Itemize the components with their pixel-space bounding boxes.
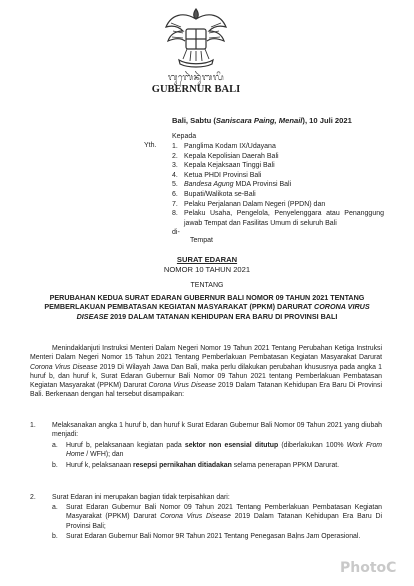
numbered-item-2: 2. Surat Edaran ini merupakan bagian tidak terpisahkan dari: a. Surat Edaran Gubernur Bali Nomor 09 Tahun 2021 Tentang Pemberlakuan Pembatasan Kegiatan Masyarakat (PPKM) Darurat Corona Virus Disease 2019 Dalam Tatanan Kehidupan Era Baru Di Provinsi Bali; b. Surat Edaran Gubernur Bali Nomor 9R Tahun 2021 Tentang Penegasan Baḷns Jam Operasional. — [30, 494, 382, 540]
governor-title: GUBERNUR BALI — [151, 84, 241, 95]
item-2-text: Surat Edaran ini merupakan bagian tidak terpisahkan dari: — [52, 494, 230, 501]
recipient-item: 5. Bandesa Agung MDA Provinsi Bali — [172, 181, 292, 189]
numbered-item-1: 1. Melaksanakan angka 1 huruf b, dan huruf k Surat Edaran Gubernur Bali Nomor 09 Tahun 2021 yang diubah menjadi: a. Huruf b, pelaksanaan kegiatan pada sektor non esensial ditutup (diberlakukan 100% Work From Home / WFH); dan b. Huruf k, pelaksanaan resepsi pernikahan ditiadakan selama penerapan PPKM Darurat. — [30, 422, 383, 469]
recipient-item: 4. Ketua PHDI Provinsi Bali — [172, 171, 262, 179]
place-date: Bali, Sabtu (Saniscara Paing, Menail), 10 Juli 2021 — [172, 116, 352, 125]
intro-paragraph: Menindaklanjuti Instruksi Menteri Dalam Negeri Nomor 19 Tahun 2021 Tentang Perubahan Ketiga Instruksi Menteri Dalam Negeri Nomor 15 Tahun 2021 Tentang Pemberlakuan Pembatasan Kegiatan Masyarakat Darurat Corona Virus Disease 2019 Di Wilayah Jawa Dan Bali, maka perlu dilakukan perubahan khususnya pada angka 1 huruf b, dan huruf k, Surat Edaran Gubernur Bali Nomor 09 Tahun 2021 tentang Pemberlakuan Pembatasan Kegiatan Masyarakat (PPKM) Darurat Corona Virus Disease 2019 Dalam Tatanan Kehidupan Era Baru Di Provinsi Bali. Berkenaan dengan hal tersebut disampaikan: — [30, 345, 382, 399]
di-label: di- — [172, 229, 180, 236]
recipient-item: 1. Panglima Kodam IX/Udayana — [172, 143, 276, 150]
item-1-text: Melaksanakan angka 1 huruf b, dan huruf k Surat Edaran Gubernur Bali Nomor 09 Tahun 2021 yang diubah menjadi: — [52, 422, 382, 439]
kepada-label: Kepada — [172, 133, 197, 140]
balinese-script-title: ᬕᬸᬩᬾᬃᬦᬸᬃᬩᬮᬶ — [167, 73, 225, 83]
recipient-item: 2. Kepala Kepolisian Daerah Bali — [172, 152, 279, 160]
yth-label: Yth. — [144, 142, 157, 149]
recipient-item: 8. Pelaku Usaha, Pengelola, Penyelenggara atau Penanggung jawab Tempat dan Fasilitas Umum di seluruh Bali — [172, 210, 384, 227]
recipient-item: 7. Pelaku Perjalanan Dalam Negeri (PPDN) dan — [172, 200, 326, 208]
recipient-item: 3. Kepala Kejaksaan Tinggi Bali — [172, 162, 275, 170]
watermark-text: PhotoC — [340, 560, 397, 576]
document-type: SURAT EDARAN — [176, 255, 238, 264]
tentang-label: TENTANG — [190, 282, 224, 289]
document-subject: PERUBAHAN KEDUA SURAT EDARAN GUBERNUR BALI NOMOR 09 TAHUN 2021 TENTANG PEMBERLAKUAN PEMBATASAN KEGIATAN MASYARAKAT (PPKM) DARURAT CORONA VIRUS DISEASE 2019 DALAM TATANAN KEHIDUPAN ERA BARU DI PROVINSI BALI — [44, 293, 370, 321]
recipient-list — [172, 142, 392, 228]
garuda-emblem — [163, 5, 229, 69]
document-number: NOMOR 10 TAHUN 2021 — [163, 265, 251, 274]
recipient-item: 6. Bupati/Walikota se-Bali — [172, 190, 256, 198]
document-heading — [100, 255, 314, 275]
tempat-label: Tempat — [190, 237, 213, 244]
